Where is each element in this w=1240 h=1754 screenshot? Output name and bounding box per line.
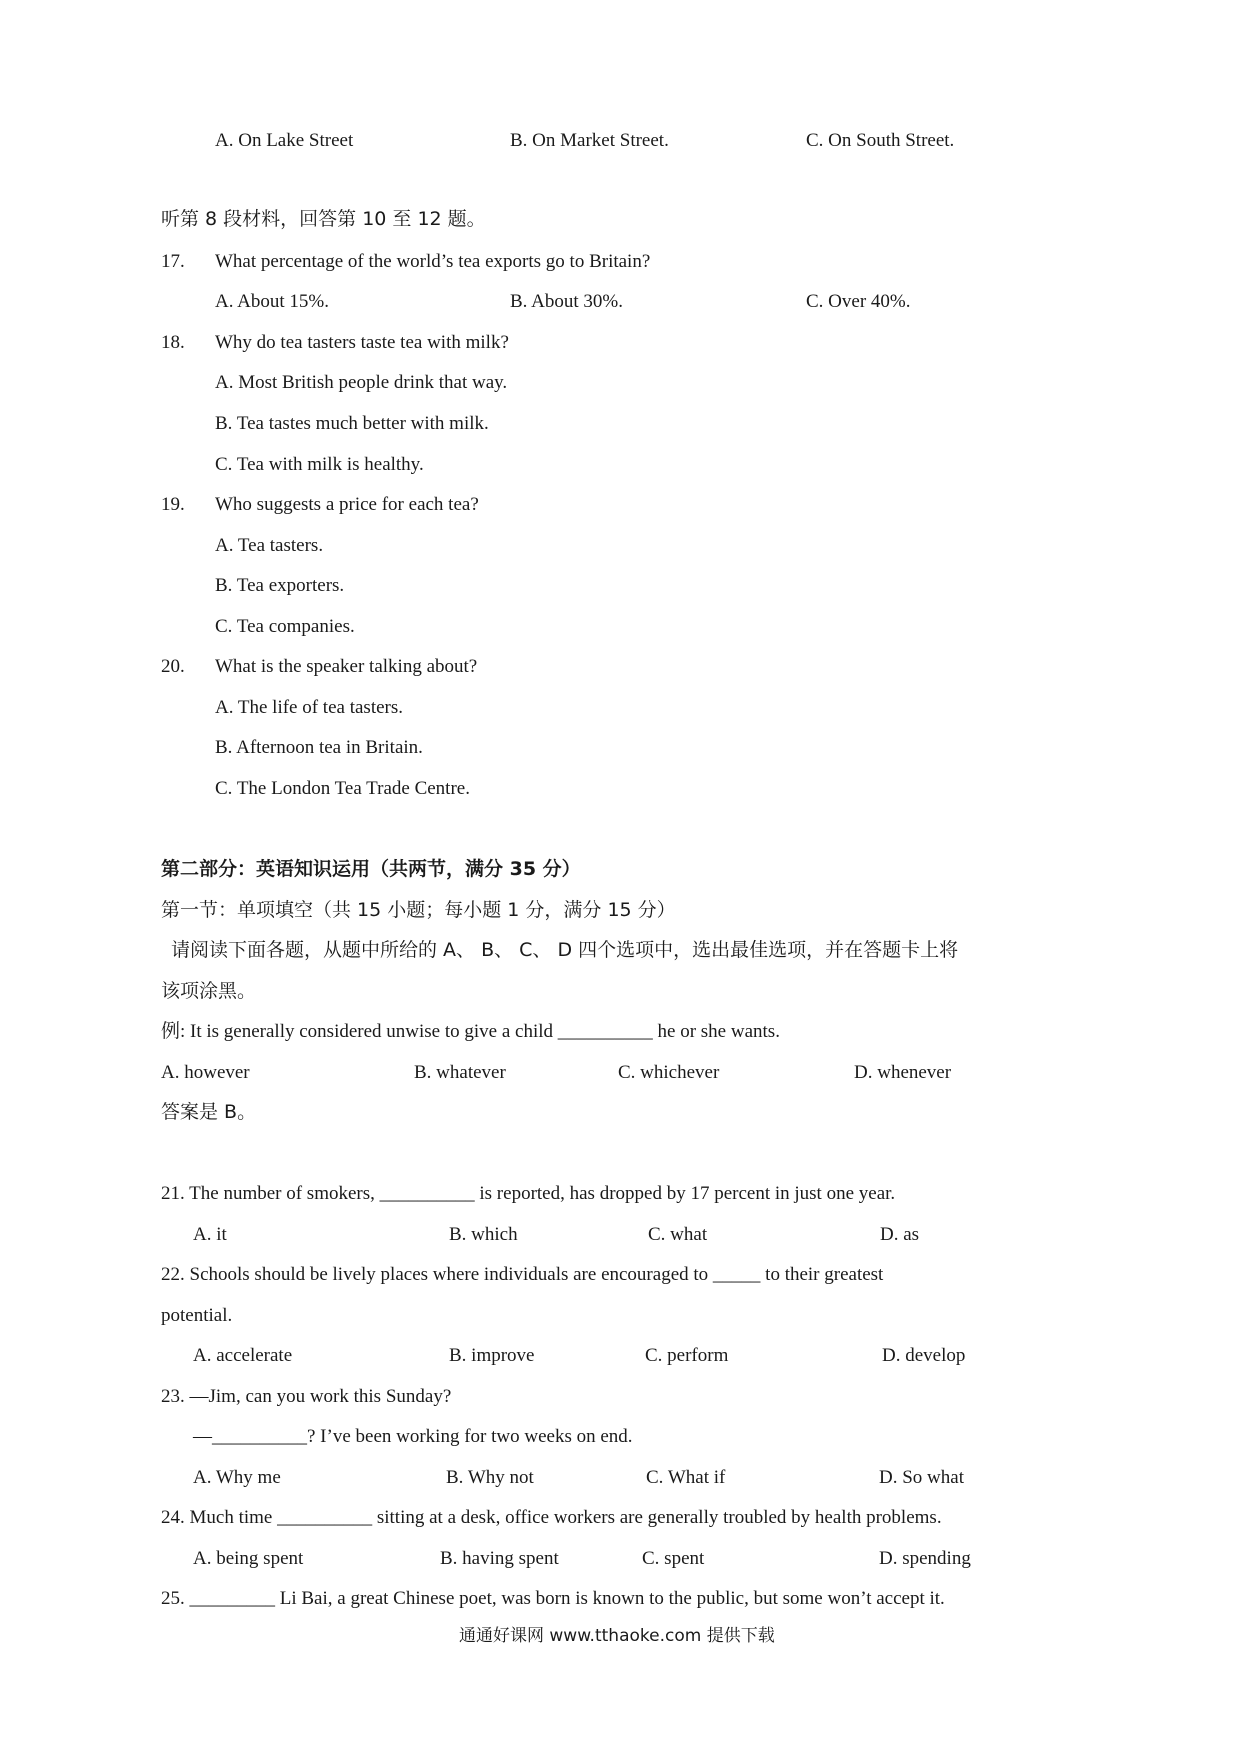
q23-stem-line-2: —__________? I’ve been working for two weeks on end.: [193, 1426, 633, 1447]
q22-stem-line-1: 22. Schools should be lively places where individuals are encouraged to _____ to their greatest: [161, 1264, 884, 1285]
q20-stem: What is the speaker talking about?: [215, 656, 478, 677]
q22-option-d: D. develop: [882, 1345, 966, 1366]
q18-stem: Why do tea tasters taste tea with milk?: [215, 332, 509, 353]
q17-option-a: A. About 15%.: [215, 291, 329, 312]
q16-option-b: B. On Market Street.: [510, 130, 669, 151]
instruction-line-2: 该项涂黑。: [161, 980, 257, 1002]
example-option-c: C. whichever: [618, 1062, 720, 1083]
q18-option-a: A. Most British people drink that way.: [215, 372, 508, 393]
q17-number: 17.: [161, 251, 185, 272]
q21-option-c: C. what: [648, 1224, 708, 1245]
q24-option-d: D. spending: [879, 1548, 971, 1569]
q19-stem: Who suggests a price for each tea?: [215, 494, 479, 515]
q25-stem: 25. _________ Li Bai, a great Chinese poet, was born is known to the public, but some won’t accept it.: [161, 1588, 945, 1609]
q18-option-b: B. Tea tastes much better with milk.: [215, 413, 489, 434]
q24-option-a: A. being spent: [193, 1548, 304, 1569]
q17-option-c: C. Over 40%.: [806, 291, 911, 312]
q21-option-b: B. which: [449, 1224, 518, 1245]
q19-option-c: C. Tea companies.: [215, 616, 355, 637]
example-option-d: D. whenever: [854, 1062, 952, 1083]
q20-number: 20.: [161, 656, 185, 677]
example-option-b: B. whatever: [414, 1062, 506, 1083]
q20-option-a: A. The life of tea tasters.: [215, 697, 403, 718]
q16-option-c: C. On South Street.: [806, 130, 955, 151]
q22-option-a: A. accelerate: [193, 1345, 293, 1366]
q16-option-a: A. On Lake Street: [215, 130, 354, 151]
q23-option-a: A. Why me: [193, 1467, 281, 1488]
q19-option-a: A. Tea tasters.: [215, 535, 324, 556]
q18-number: 18.: [161, 332, 185, 353]
q23-option-d: D. So what: [879, 1467, 964, 1488]
footer-text: 通通好课网 www.tthaoke.com 提供下载: [459, 1626, 775, 1646]
q23-stem-line-1: 23. —Jim, can you work this Sunday?: [161, 1386, 452, 1407]
example-option-a: A. however: [161, 1062, 250, 1083]
q22-option-c: C. perform: [645, 1345, 729, 1366]
q17-stem: What percentage of the world’s tea exports go to Britain?: [215, 251, 651, 272]
section1-title: 第一节：单项填空（共 15 小题；每小题 1 分，满分 15 分）: [161, 899, 676, 921]
example-stem: 例: It is generally considered unwise to give a child __________ he or she wants.: [161, 1021, 780, 1042]
q22-stem-line-2: potential.: [161, 1305, 233, 1326]
q21-option-d: D. as: [880, 1224, 920, 1245]
example-answer: 答案是 B。: [161, 1101, 257, 1123]
q23-option-b: B. Why not: [446, 1467, 534, 1488]
q20-option-b: B. Afternoon tea in Britain.: [215, 737, 423, 758]
q17-option-b: B. About 30%.: [510, 291, 623, 312]
section8-instruction: 听第 8 段材料，回答第 10 至 12 题。: [161, 208, 486, 230]
q21-stem: 21. The number of smokers, __________ is reported, has dropped by 17 percent in just one year.: [161, 1183, 896, 1204]
q20-option-c: C. The London Tea Trade Centre.: [215, 778, 470, 799]
part2-title: 第二部分：英语知识运用（共两节，满分 35 分）: [161, 858, 581, 880]
q22-option-b: B. improve: [449, 1345, 535, 1366]
q19-option-b: B. Tea exporters.: [215, 575, 345, 596]
q18-option-c: C. Tea with milk is healthy.: [215, 454, 424, 475]
q23-option-c: C. What if: [646, 1467, 726, 1488]
q24-stem: 24. Much time __________ sitting at a desk, office workers are generally troubled by health problems.: [161, 1507, 942, 1528]
q21-option-a: A. it: [193, 1224, 227, 1245]
q24-option-c: C. spent: [642, 1548, 705, 1569]
instruction-line-1: 请阅读下面各题，从题中所给的 A、 B、 C、 D 四个选项中，选出最佳选项，并在答题卡上将: [171, 939, 959, 961]
q24-option-b: B. having spent: [440, 1548, 559, 1569]
q19-number: 19.: [161, 494, 185, 515]
